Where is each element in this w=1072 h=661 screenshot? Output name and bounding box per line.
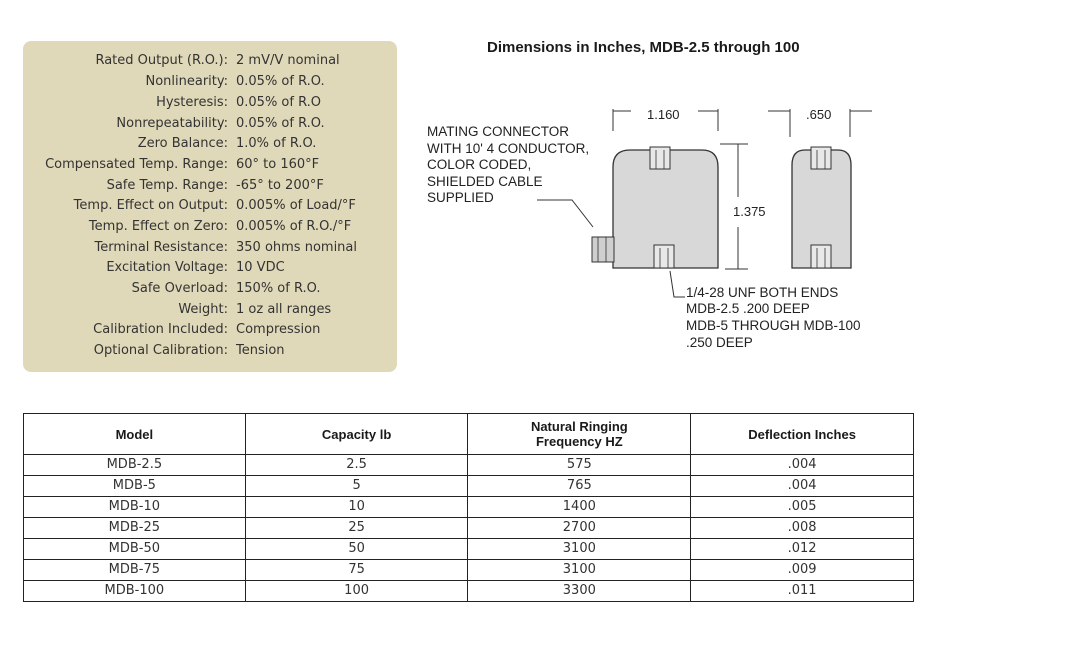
height-label: 1.375 <box>733 204 766 219</box>
spec-row <box>23 258 397 278</box>
spec-row <box>23 155 397 175</box>
cell-frequency: 2700 <box>468 518 691 539</box>
table-row <box>24 476 914 497</box>
thread-leader <box>670 271 685 297</box>
spec-label: Weight: <box>178 302 228 317</box>
cell-model: MDB-75 <box>24 560 246 581</box>
spec-value: 0.05% of R.O. <box>236 74 325 89</box>
spec-value: -65° to 200°F <box>236 178 324 193</box>
spec-label: Safe Temp. Range: <box>106 178 228 193</box>
spec-value: 1 oz all ranges <box>236 302 332 317</box>
cell-capacity: 2.5 <box>245 455 468 476</box>
connector-leader <box>537 200 593 227</box>
spec-row <box>23 93 397 113</box>
top-thread-insert <box>650 147 670 169</box>
dimension-drawing <box>420 95 920 355</box>
cell-model: MDB-2.5 <box>24 455 246 476</box>
svg-text:.250 DEEP: .250 DEEP <box>686 335 753 350</box>
spec-value: 0.05% of R.O. <box>236 116 325 131</box>
spec-value: 350 ohms nominal <box>236 240 357 255</box>
column-header-deflection: Deflection Inches <box>691 414 914 455</box>
svg-text:SHIELDED CABLE: SHIELDED CABLE <box>427 174 543 189</box>
cell-capacity: 100 <box>245 581 468 602</box>
spec-value: 0.05% of R.O <box>236 95 322 110</box>
cell-frequency: 3300 <box>468 581 691 602</box>
cell-deflection: .005 <box>691 497 914 518</box>
table-row <box>24 518 914 539</box>
bottom-thread-insert <box>654 245 674 268</box>
spec-row <box>23 196 397 216</box>
cell-capacity: 25 <box>245 518 468 539</box>
spec-value: 2 mV/V nominal <box>236 53 340 68</box>
svg-text:MDB-5 THROUGH MDB-100: MDB-5 THROUGH MDB-100 <box>686 318 861 333</box>
spec-row <box>23 279 397 299</box>
table-row <box>24 497 914 518</box>
cell-deflection: .009 <box>691 560 914 581</box>
spec-row <box>23 114 397 134</box>
cell-deflection: .011 <box>691 581 914 602</box>
cell-capacity: 75 <box>245 560 468 581</box>
spec-row <box>23 217 397 237</box>
specifications-panel <box>23 41 397 372</box>
spec-label: Terminal Resistance: <box>94 240 228 255</box>
spec-value: 10 VDC <box>236 260 285 275</box>
table-row <box>24 581 914 602</box>
svg-text:SUPPLIED: SUPPLIED <box>427 190 494 205</box>
spec-value: 60° to 160°F <box>236 157 320 172</box>
spec-label: Excitation Voltage: <box>106 260 228 275</box>
width-label: 1.160 <box>647 107 680 122</box>
cell-model: MDB-10 <box>24 497 246 518</box>
connector <box>592 237 614 262</box>
dimensions-title: Dimensions in Inches, MDB-2.5 through 100 <box>487 39 800 56</box>
table-row <box>24 539 914 560</box>
cell-deflection: .004 <box>691 476 914 497</box>
cell-model: MDB-5 <box>24 476 246 497</box>
cell-deflection: .012 <box>691 539 914 560</box>
spec-row <box>23 134 397 154</box>
spec-row <box>23 320 397 340</box>
column-header-model: Model <box>24 414 246 455</box>
cell-deflection: .008 <box>691 518 914 539</box>
spec-value: Tension <box>236 343 285 358</box>
spec-label: Compensated Temp. Range: <box>45 157 228 172</box>
spec-row <box>23 238 397 258</box>
spec-value: 0.005% of Load/°F <box>236 198 356 213</box>
spec-label: Optional Calibration: <box>93 343 228 358</box>
svg-text:WITH 10' 4 CONDUCTOR,: WITH 10' 4 CONDUCTOR, <box>427 141 590 156</box>
svg-text:COLOR CODED,: COLOR CODED, <box>427 157 532 172</box>
cell-capacity: 5 <box>245 476 468 497</box>
column-header-frequency: Natural Ringing Frequency HZ <box>468 414 691 455</box>
spec-label: Zero Balance: <box>137 136 228 151</box>
depth-label: .650 <box>806 107 832 122</box>
cell-frequency: 3100 <box>468 539 691 560</box>
table-row <box>24 455 914 476</box>
svg-text:MDB-2.5 .200 DEEP: MDB-2.5 .200 DEEP <box>686 301 810 316</box>
spec-row <box>23 72 397 92</box>
spec-label: Nonlinearity: <box>145 74 228 89</box>
spec-label: Temp. Effect on Output: <box>73 198 228 213</box>
spec-label: Calibration Included: <box>93 322 228 337</box>
spec-row <box>23 300 397 320</box>
cell-frequency: 1400 <box>468 497 691 518</box>
cell-model: MDB-25 <box>24 518 246 539</box>
svg-text:MATING CONNECTOR: MATING CONNECTOR <box>427 124 570 139</box>
spec-value: 0.005% of R.O./°F <box>236 219 352 234</box>
spec-row <box>23 176 397 196</box>
spec-label: Temp. Effect on Zero: <box>88 219 228 234</box>
cell-deflection: .004 <box>691 455 914 476</box>
spec-label: Rated Output (R.O.): <box>95 53 228 68</box>
spec-label: Hysteresis: <box>156 95 228 110</box>
cell-model: MDB-100 <box>24 581 246 602</box>
models-table <box>23 413 914 602</box>
spec-label: Safe Overload: <box>131 281 228 296</box>
spec-row <box>23 51 397 71</box>
spec-value: 150% of R.O. <box>236 281 321 296</box>
cell-model: MDB-50 <box>24 539 246 560</box>
connector-note <box>427 124 589 205</box>
spec-value: 1.0% of R.O. <box>236 136 317 151</box>
thread-note <box>686 285 861 350</box>
table-row <box>24 560 914 581</box>
column-header-capacity: Capacity lb <box>245 414 468 455</box>
spec-label: Nonrepeatability: <box>116 116 228 131</box>
cell-capacity: 50 <box>245 539 468 560</box>
cell-frequency: 575 <box>468 455 691 476</box>
cell-frequency: 765 <box>468 476 691 497</box>
table-header-row <box>24 414 914 455</box>
spec-row <box>23 341 397 361</box>
spec-value: Compression <box>236 322 321 337</box>
cell-capacity: 10 <box>245 497 468 518</box>
svg-text:1/4-28 UNF BOTH ENDS: 1/4-28 UNF BOTH ENDS <box>686 285 839 300</box>
cell-frequency: 3100 <box>468 560 691 581</box>
